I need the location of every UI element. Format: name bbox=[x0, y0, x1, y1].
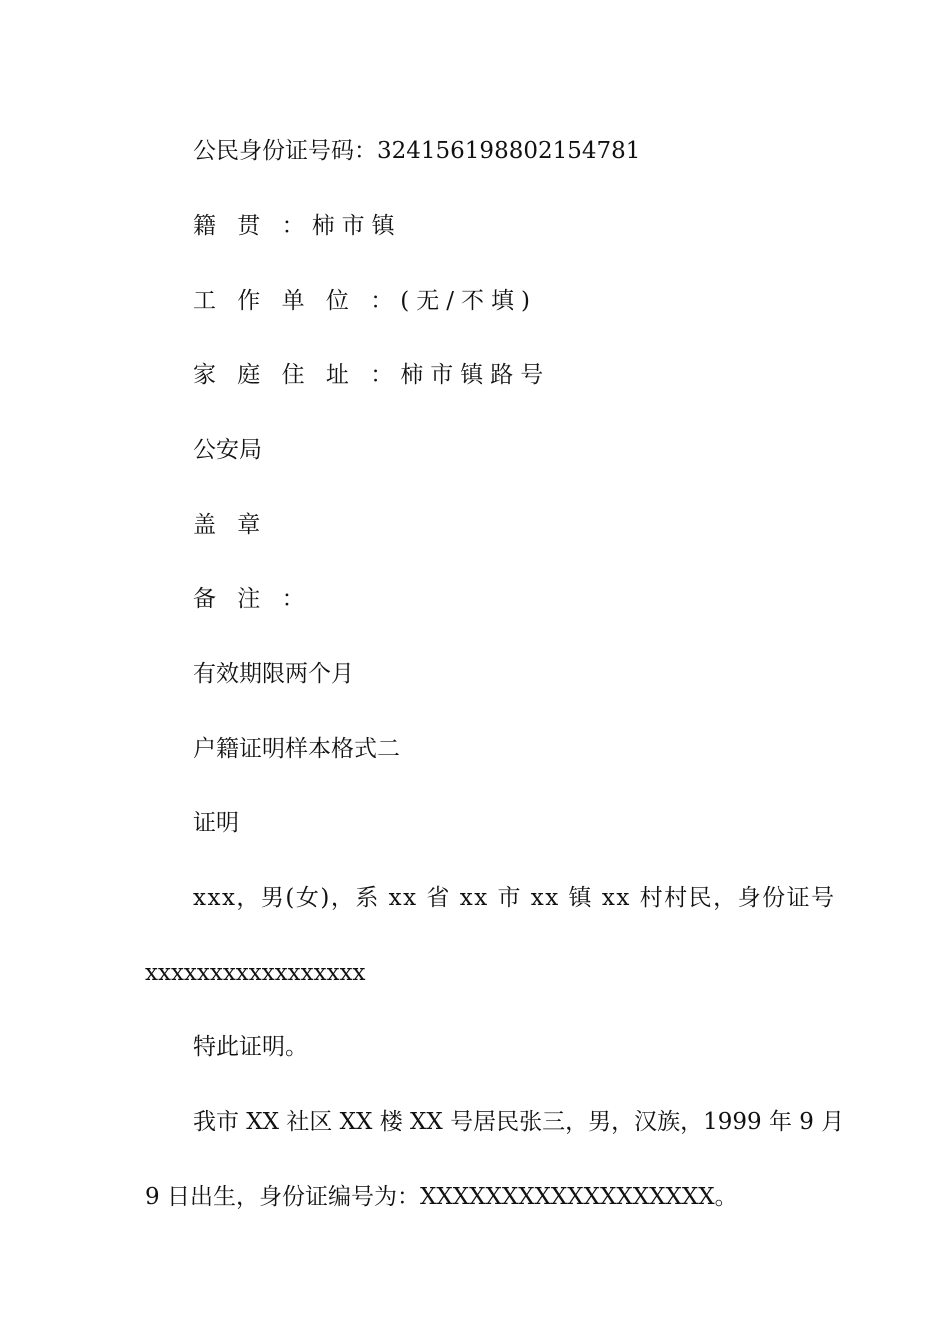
home-address-line: 家 庭 住 址 ：柿市镇路号 bbox=[193, 362, 551, 388]
body-paragraph-1-line-2: xxxxxxxxxxxxxxxxx bbox=[145, 960, 366, 986]
body-paragraph-1-line-1: xxx，男(女)，系 xx 省 xx 市 xx 镇 xx 村村民，身份证号 bbox=[193, 885, 836, 911]
body-paragraph-2-line-1: 我市 XX 社区 XX 楼 XX 号居民张三，男，汉族，1999 年 9 月 bbox=[193, 1109, 845, 1135]
certificate-title: 证明 bbox=[193, 810, 239, 836]
sample-heading: 户籍证明样本格式二 bbox=[193, 736, 400, 762]
native-place-line: 籍 贯 ：柿市镇 bbox=[193, 213, 402, 239]
id-number-line: 公民身份证号码：324156198802154781 bbox=[193, 138, 641, 164]
validity-line: 有效期限两个月 bbox=[193, 661, 354, 687]
police-bureau-line: 公安局 bbox=[193, 437, 262, 463]
remarks-line: 备 注 ： bbox=[193, 586, 312, 612]
seal-line: 盖 章 bbox=[193, 512, 268, 538]
body-paragraph-2-line-2: 9 日出生，身份证编号为：XXXXXXXXXXXXXXXXXX。 bbox=[145, 1184, 738, 1210]
closing-statement: 特此证明。 bbox=[193, 1034, 308, 1060]
work-unit-line: 工 作 单 位 ：(无/不填) bbox=[193, 288, 537, 314]
